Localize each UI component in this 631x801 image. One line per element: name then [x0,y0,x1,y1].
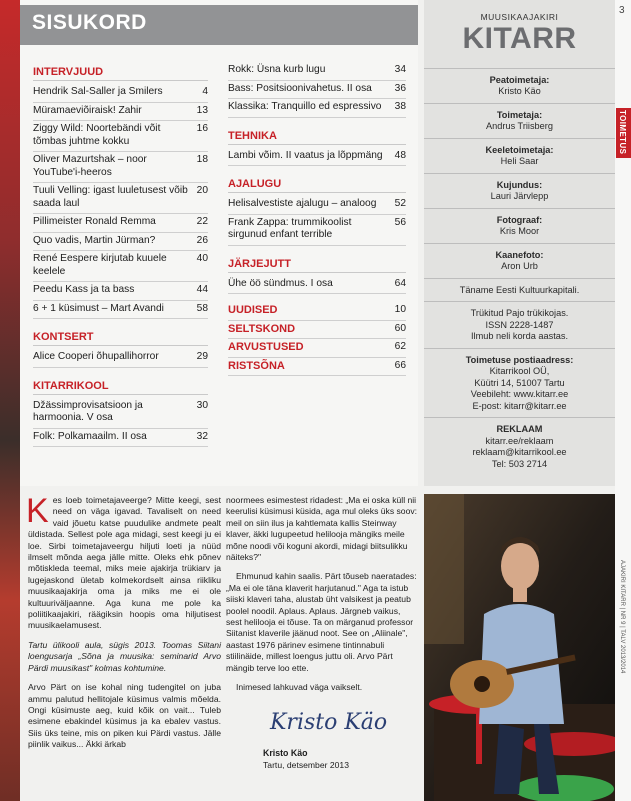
page-number: 30 [196,399,208,411]
page-number: 52 [394,198,406,209]
toc-section-technique [228,130,406,167]
page-number: 26 [196,234,208,246]
section-tab: TOIMETUS [616,108,631,158]
toc-item[interactable]: Rokk: Üsna kurb lugu 34 [228,62,406,81]
editorial-right-column [226,495,418,702]
email-link[interactable]: E-post: kitarr@kitarr.ee [472,400,567,411]
toc-item[interactable]: Ühe öö sündmus. I osa 64 [228,276,406,295]
section-heading: AJALUGU [228,178,406,193]
author-place-date: Tartu, detsember 2013 [263,760,349,770]
toc-item[interactable]: René Eespere kirjutab kuuele keelele 40 [33,251,208,282]
toc-item[interactable]: Peedu Kass ja ta bass 44 [33,282,208,301]
page-number: 64 [394,277,406,289]
page-number: 66 [394,359,406,371]
toc-item[interactable]: 6 + 1 küsimust – Mart Avandi 58 [33,301,208,320]
editorial-left-column [26,492,221,759]
toc-item[interactable]: Alice Cooperi õhupallihorror 29 [33,349,208,368]
credit-block: Kujundus: Lauri Järvlepp [424,173,615,208]
page-number: 60 [394,322,406,334]
toc-item-news[interactable]: UUDISED 10 [228,302,406,321]
editorial-paragraph: Ehmunud kahin saalis. Pärt tõuseb naeratades: „Ma ei ole täna klaverit harjutanud." Aga ta istub siiski klaveri taha, alustab üht valsikest ja peatub poolel noodil. Aplaus. Aplaus. Järgneb vaikus, sest helilooja ei tõuse. Ta on märganud professor Siitanist klaverile jäänud noot. See on „Aliinale", aastast 1976 pärinev esimene tintinnabuli stiilinäide, millest loengus juttu oli. Arvo Pärt mängib terve loo ette. [226,571,417,673]
credit-block: Toimetaja: Andrus Triisberg [424,103,615,138]
masthead-logo: KITARR [462,21,577,55]
spacer [228,246,406,254]
previous-page-photo-edge [0,0,20,801]
page-number: 34 [394,64,406,75]
spacer [33,368,208,376]
guitarist-portrait-image [424,494,615,801]
toc-item[interactable]: Bass: Positsioonivahetus. II osa 36 [228,81,406,100]
page-number: 16 [196,123,208,134]
page-number: 58 [196,302,208,314]
editorial-paragraph: Inimesed lahkuvad väga vaikselt. [236,682,363,693]
page-number: 40 [196,253,208,264]
toc-section-interviews [33,66,208,319]
toc-item[interactable]: Frank Zappa: trummikoolist sirgunud enfant terrible 56 [228,215,406,246]
toc-section-guitar-school [33,380,208,448]
magazine-footer: AJAKIRI KITARR | NR 9 | TALV 2013/2014 [619,560,625,674]
section-heading: JÄRJEJUTT [228,258,406,273]
credit-block: Kaanefoto: Aron Urb [424,243,615,278]
page-number: 29 [196,351,208,362]
page-number: 32 [196,430,208,442]
toc-item-crossword[interactable]: RISTSÕNA 66 [228,358,406,377]
editorial-paragraph: noormees esimestest ridadest: „Ma ei oska küll nii keerulisi küsimusi küsida, aga mul oleks üks soov: meil on siin ilus ja kahtlemata kallis Steinway klaver, äkki lugupeetud helilooja mängiks meile mõne noodi või koguni akordi, midagi biitsulikku näiteks?" [226,495,418,563]
toc-item[interactable]: Klassika: Tranquillo ed espressivo 38 [228,99,406,118]
toc-left-column [33,62,208,447]
credit-block: Keeletoimetaja: Heli Saar [424,138,615,173]
toc-section-serial [228,258,406,295]
toc-item-society[interactable]: SELTSKOND 60 [228,321,406,340]
page-number: 4 [202,86,208,97]
toc-item[interactable]: Ziggy Wild: Noortebändi võit tõmbas juhtme kokku 16 [33,121,208,152]
toc-item[interactable]: Müramaeviõiraisk! Zahir 13 [33,103,208,122]
toc-item[interactable]: Džässimprovisatsioon ja harmoonia. V osa 30 [33,398,208,429]
page-number: 18 [196,154,208,165]
ads-email-link[interactable]: reklaam@kitarrikool.ee [472,447,567,457]
credit-block: Fotograaf: Kris Moor [424,208,615,243]
spacer [33,319,208,327]
toc-item-reviews[interactable]: ARVUSTUSED 62 [228,339,406,358]
section-heading: INTERVJUUD [33,66,208,81]
page-number: 10 [394,304,406,315]
editor-photo [424,494,615,801]
toc-item[interactable]: Hendrik Sal-Saller ja Smilers 4 [33,84,208,103]
toc-item[interactable]: Lambi võim. II vaatus ja lõppmäng 48 [228,148,406,167]
advertising-info: REKLAAM kitarr.ee/reklaam reklaam@kitarrikool.ee Tel: 503 2714 [424,417,615,475]
thanks-line: Täname Eesti Kultuurkapitali. [424,278,615,302]
toc-title: SISUKORD [32,11,147,34]
section-heading: KITARRIKOOL [33,380,208,395]
page-number: 44 [196,284,208,295]
website-link[interactable]: Veebileht: www.kitarr.ee [470,389,569,399]
print-info: Trükitud Pajo trükikojas. ISSN 2228-1487 Ilmub neli korda aastas. [424,301,615,348]
toc-item[interactable]: Pillimeister Ronald Remma 22 [33,214,208,233]
page-number: 13 [196,104,208,116]
ads-link[interactable]: kitarr.ee/reklaam [485,435,554,446]
page-number: 38 [394,101,406,112]
toc-section-history [228,178,406,246]
toc-item[interactable]: Tuuli Velling: igast luuletusest võib saada laul 20 [33,183,208,214]
page-number-top: 3 [619,5,625,16]
page-number: 36 [394,82,406,94]
spacer [228,294,406,302]
author-signature: Kristo Käo [270,710,388,735]
page-number: 62 [394,341,406,352]
toc-item[interactable]: Helisalvestiste ajalugu – analoog 52 [228,196,406,215]
toc-right-column [228,62,406,376]
editorial-paragraph: Kes loeb toimetajaveerge? Mitte keegi, sest need on väga igavad. Tavaliselt on need vaid jõuetu katse puudulike andmete pealt üldistada. Sellest pole aga midagi, sest keegi ju ei loe. Sirbi toimetajaveergu hiljuti loeti ja nüüd ilmselt mõnda aega jälle mitte. Oleks ehk põnev mõtiskleda teemal, miks meie ajakirja trükiarv ja lugejaskond ületab kolmekordselt ainsa riikliku muusikaajakirja oma ja miks me ei ole kultuuriväljaanne. Aga kuna me pole ka poliitikaajakiri, räägiksin hoopis oma hiljutisest muusikaelamusest. [26,492,221,631]
author-name: Kristo Käo [263,748,308,758]
toc-section-concert [33,331,208,368]
masthead [424,0,615,486]
toc-item[interactable]: Folk: Polkamaailm. II osa 32 [33,429,208,448]
masthead-subtitle: MUUSIKAAJAKIRI [480,12,559,22]
section-heading: KONTSERT [33,331,208,346]
credit-block: Peatoimetaja: Kristo Käo [424,68,615,103]
spacer [228,166,406,174]
page-number: 56 [394,216,406,228]
toc-item[interactable]: Oliver Mazurtshak – noor YouTube'i-heeros 18 [33,152,208,183]
page-number: 22 [196,216,208,227]
editorial-caption: Tartu ülikooli aula, sügis 2013. Toomas Siitani loengusarja „Sõna ja muusika: seminarid Arvo Pärdi muusikast" kolmas kohtumine. [28,639,221,673]
toc-item[interactable]: Quo vadis, Martin Jürman? 26 [33,233,208,252]
editorial-paragraph: Arvo Pärt on ise kohal ning tudengitel on juba ammu palutud hellitojale küsimus valmis mõelda. Ongi küsimuste aeg, kuid kõik on vait... Tuleb esimene ebakindel küsimus ja ka ebalev vastus. Siis üks teine, mis on piken kui Pärdi vastus. Jälle piinlik vaikus... Äkki ärkab [28,682,221,750]
postal-address: Toimetuse postiaadress: Kitarrikool OÜ, Küütri 14, 51007 Tartu Veebileht: www.kitarr.ee E-post: kitarr@kitarr.ee [424,348,615,418]
page-number: 48 [394,149,406,161]
spacer [228,118,406,126]
section-heading: TEHNIKA [228,130,406,145]
dropcap: K [26,492,49,530]
page-number: 20 [196,185,208,196]
